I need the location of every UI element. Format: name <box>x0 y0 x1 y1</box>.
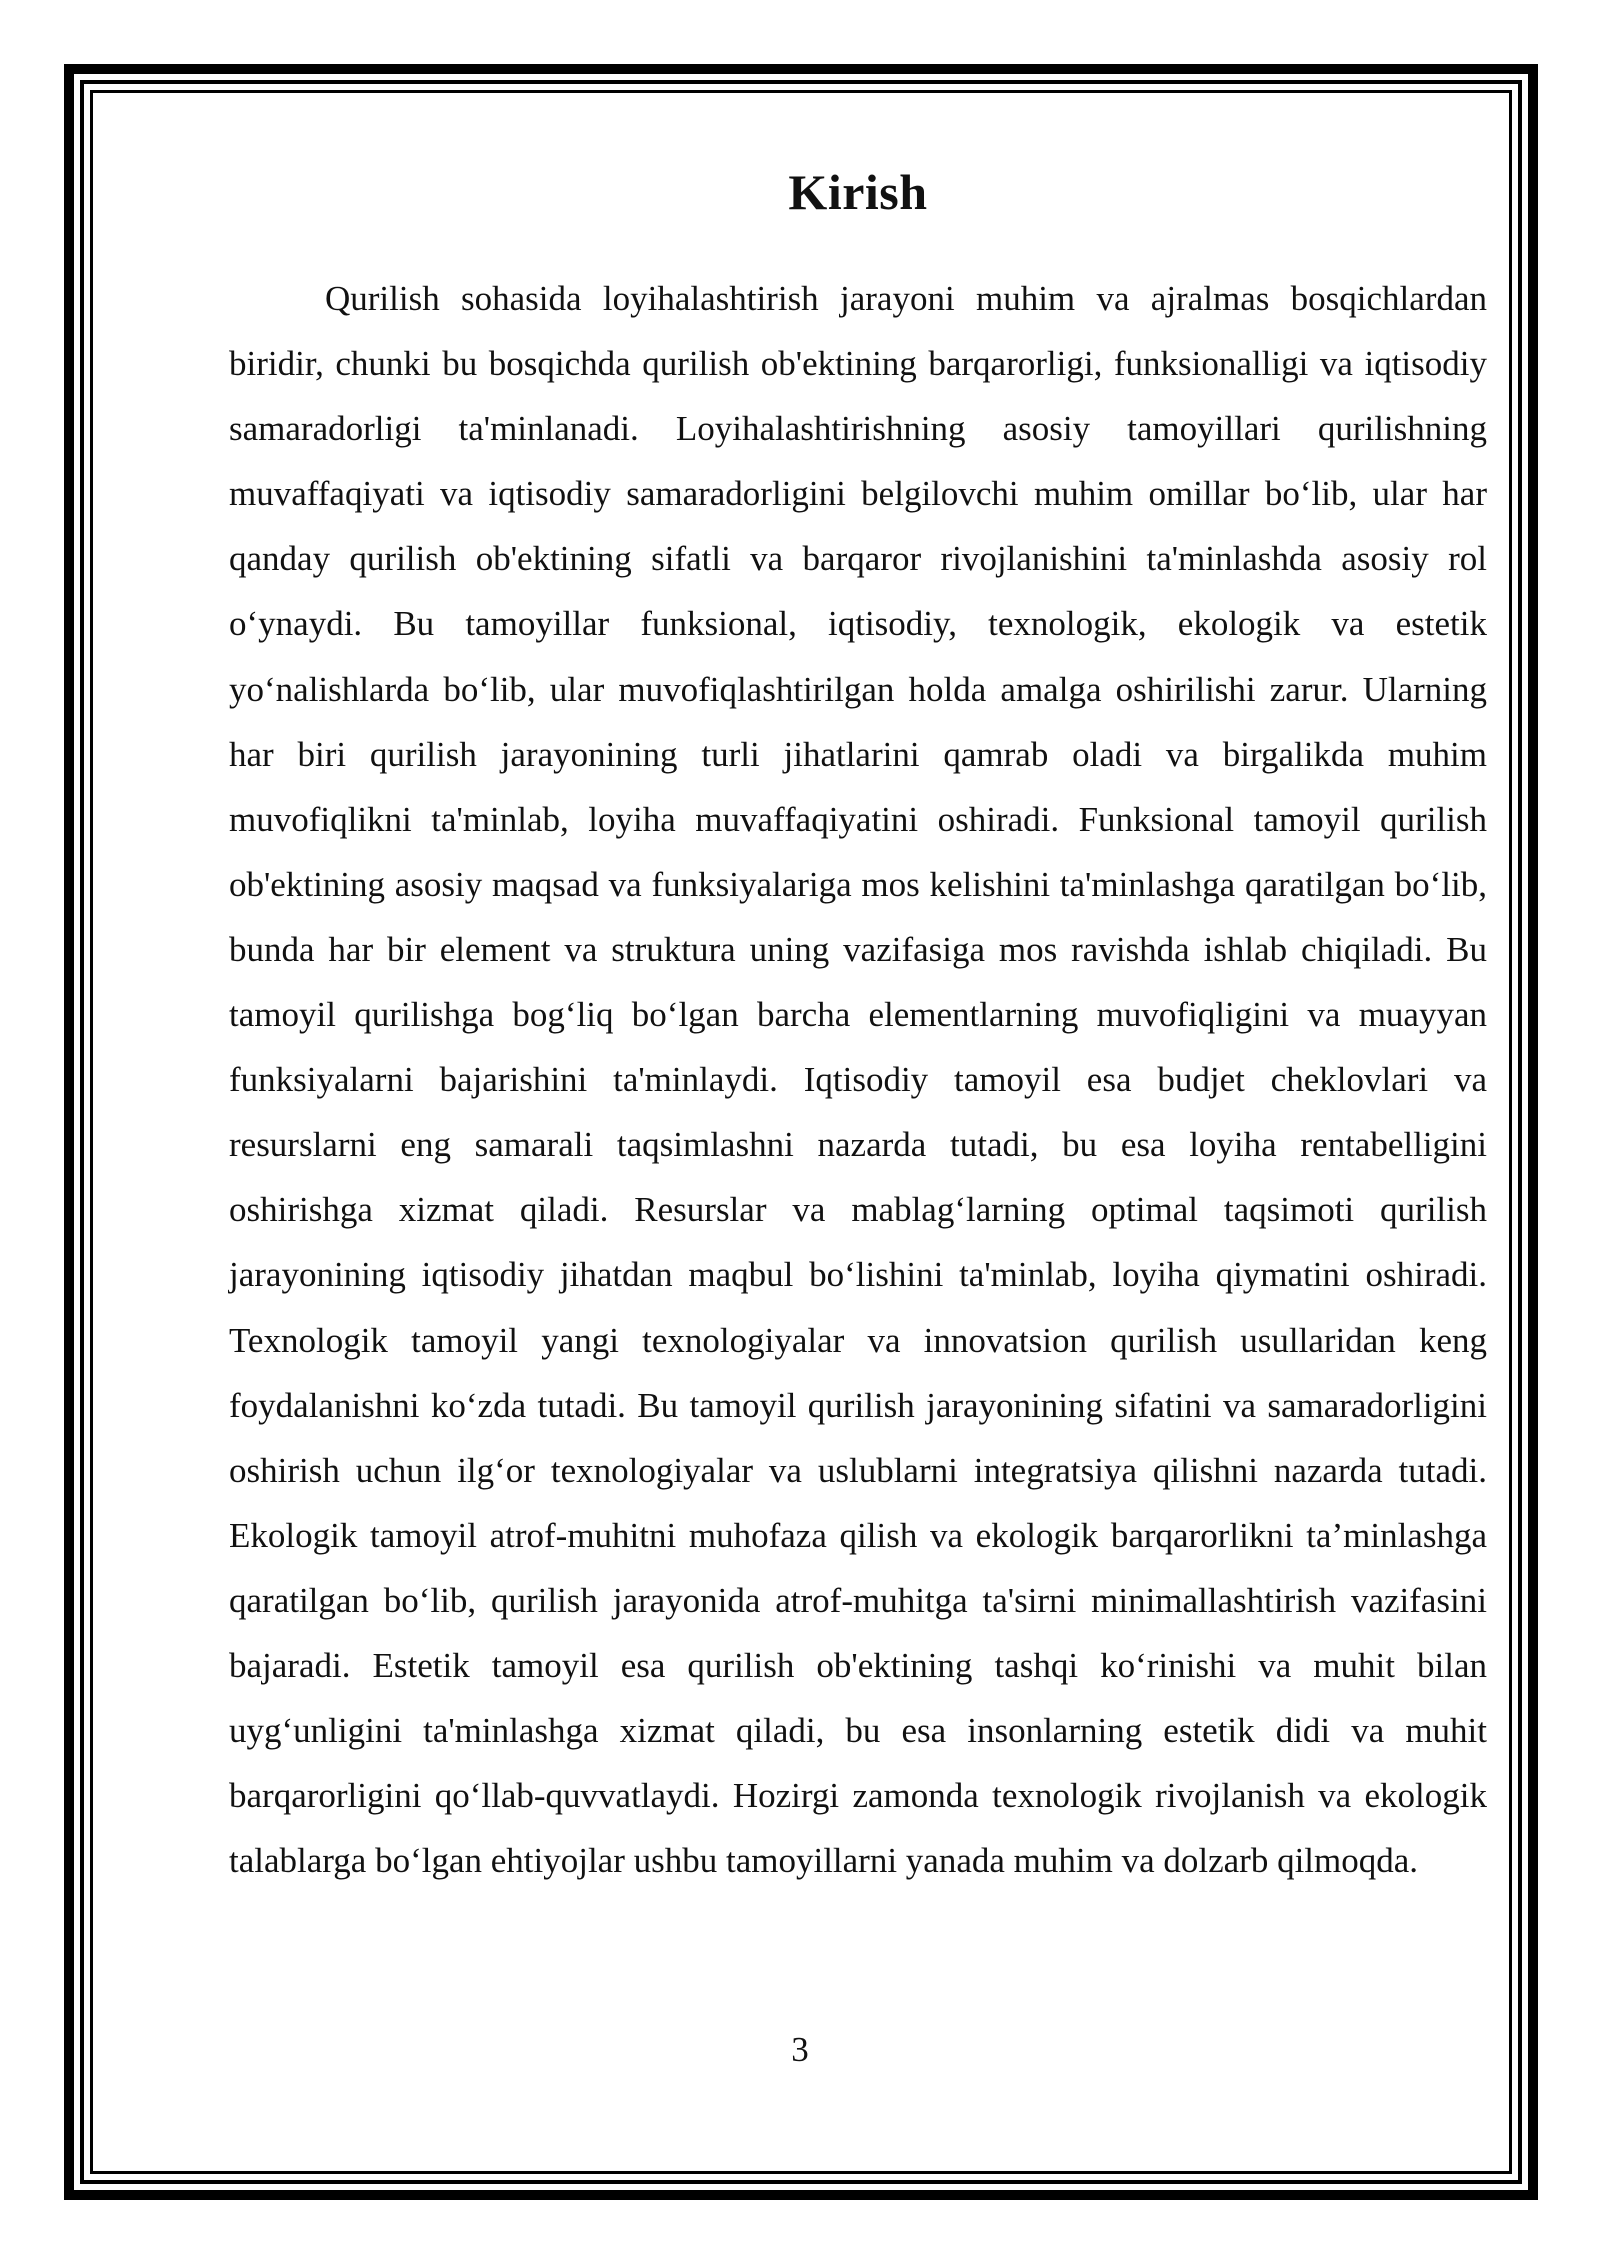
section-title: Kirish <box>788 164 928 220</box>
body-paragraph: Qurilish sohasida loyihalashtirish jarayoni muhim va ajralmas bosqichlardan biridir, chunki bu bosqichda qurilish ob'ektining barqarorligi, funksionalligi va iqtisodiy samaradorligi ta'minlanadi. Loyihalashtirishning asosiy tamoyillari qurilishning muvaffaqiyati va iqtisodiy samaradorligini belgilovchi muhim omillar bo‘lib, ular har qanday qurilish ob'ektining sifatli va barqaror rivojlanishini ta'minlashda asosiy rol o‘ynaydi. Bu tamoyillar funksional, iqtisodiy, texnologik, ekologik va estetik yo‘nalishlarda bo‘lib, ular muvofiqlashtirilgan holda amalga oshirilishi zarur. Ularning har biri qurilish jarayonining turli jihatlarini qamrab oladi va birgalikda muhim muvofiqlikni ta'minlab, loyiha muvaffaqiyatini oshiradi. Funksional tamoyil qurilish ob'ektining asosiy maqsad va funksiyalariga mos kelishini ta'minlashga qaratilgan bo‘lib, bunda har bir element va struktura uning vazifasiga mos ravishda ishlab chiqiladi. Bu tamoyil qurilishga bog‘liq bo‘lgan barcha elementlarning muvofiqligini va muayyan funksiyalarni bajarishini ta'minlaydi. Iqtisodiy tamoyil esa budjet cheklovlari va resurslarni eng samarali taqsimlashni nazarda tutadi, bu esa loyiha rentabelligini oshirishga xizmat qiladi. Resurslar va mablag‘larning optimal taqsimoti qurilish jarayonining iqtisodiy jihatdan maqbul bo‘lishini ta'minlab, loyiha qiymatini oshiradi. Texnologik tamoyil yangi texnologiyalar va innovatsion qurilish usullaridan keng foydalanishni ko‘zda tutadi. Bu tamoyil qurilish jarayonining sifatini va samaradorligini oshirish uchun ilg‘or texnologiyalar va uslublarni integratsiya qilishni nazarda tutadi. Ekologik tamoyil atrof-muhitni muhofaza qilish va ekologik barqarorlikni ta’minlashga qaratilgan bo‘lib, qurilish jarayonida atrof-muhitga ta'sirni minimallashtirish vazifasini bajaradi. Estetik tamoyil esa qurilish ob'ektining tashqi ko‘rinishi va muhit bilan uyg‘unligini ta'minlashga xizmat qiladi, bu esa insonlarning estetik didi va muhit barqarorligini qo‘llab-quvvatlaydi. Hozirgi zamonda texnologik rivojlanish va ekologik talablarga bo‘lgan ehtiyojlar ushbu tamoyillarni yanada muhim va dolzarb qilmoqda. <box>229 279 1487 1881</box>
page-number: 3 <box>791 2030 809 2069</box>
page-content <box>229 150 1487 1893</box>
